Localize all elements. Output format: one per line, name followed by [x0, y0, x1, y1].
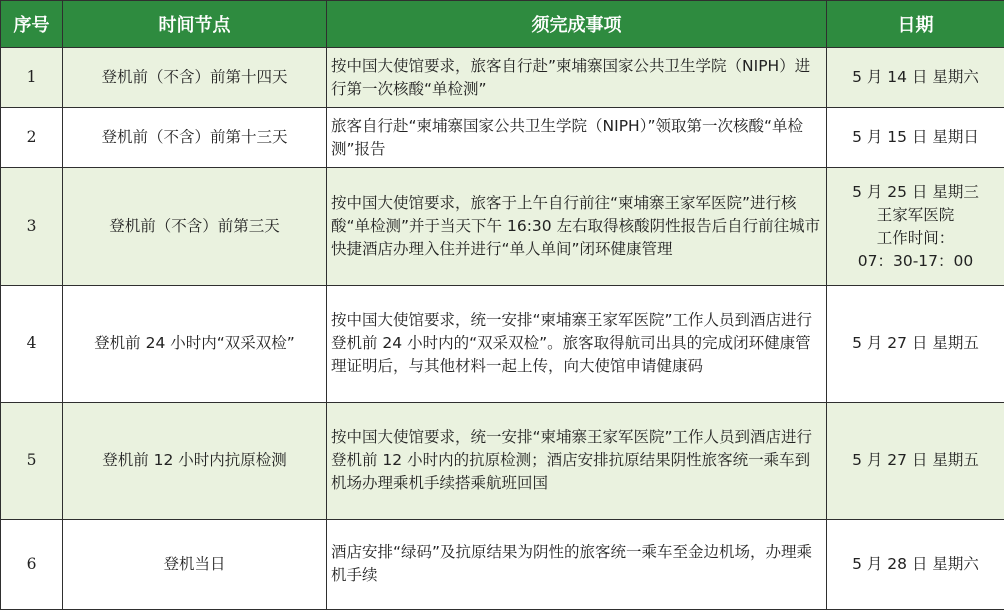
row-date	[827, 168, 1004, 286]
row-date-hospital: 王家军医院	[876, 205, 955, 224]
table-row	[1, 48, 1004, 108]
row-date	[827, 108, 1004, 168]
row-date-line: 5 月 14 日 星期六	[852, 68, 979, 87]
row-time-node: 登机前（不含）前第三天	[63, 168, 327, 286]
table-row	[1, 286, 1004, 402]
row-number: 5	[1, 402, 63, 519]
row-date-line: 5 月 15 日 星期日	[852, 128, 979, 147]
row-date-line: 5 月 27 日 星期五	[852, 334, 979, 353]
row-number: 4	[1, 286, 63, 402]
row-task: 旅客自行赴“柬埔寨国家公共卫生学院（NIPH）”领取第一次核酸“单检测”报告	[327, 108, 827, 168]
row-task: 酒店安排“绿码”及抗原结果为阴性的旅客统一乘车至金边机场，办理乘机手续	[327, 519, 827, 609]
row-time-node: 登机前 24 小时内“双采双检”	[63, 286, 327, 402]
row-date-hours-value: 07：30-17：00	[857, 251, 974, 270]
row-number: 2	[1, 108, 63, 168]
row-date	[827, 48, 1004, 108]
row-date	[827, 286, 1004, 402]
row-time-node: 登机当日	[63, 519, 327, 609]
row-number: 1	[1, 48, 63, 108]
table-body	[1, 48, 1004, 610]
table-row	[1, 402, 1004, 519]
row-task: 按中国大使馆要求，统一安排“柬埔寨王家军医院”工作人员到酒店进行登机前 24 小时内的“双采双检”。旅客取得航司出具的完成闭环健康管理证明后，与其他材料一起上传，向大使馆申请健康码	[327, 286, 827, 402]
row-number: 6	[1, 519, 63, 609]
table-row	[1, 108, 1004, 168]
header-number: 序号	[1, 1, 63, 48]
row-time-node: 登机前（不含）前第十三天	[63, 108, 327, 168]
row-task: 按中国大使馆要求，统一安排“柬埔寨王家军医院”工作人员到酒店进行登机前 12 小时内的抗原检测；酒店安排抗原结果阴性旅客统一乘车到机场办理乘机手续搭乘航班回国	[327, 402, 827, 519]
row-task: 按中国大使馆要求，旅客自行赴”柬埔寨国家公共卫生学院（NIPH）进行第一次核酸“单检测”	[327, 48, 827, 108]
row-date-hours-label: 工作时间：	[876, 228, 955, 247]
table-row	[1, 168, 1004, 286]
row-date	[827, 519, 1004, 609]
table-row	[1, 519, 1004, 609]
row-date	[827, 402, 1004, 519]
row-number: 3	[1, 168, 63, 286]
header-date: 日期	[827, 1, 1004, 48]
header-tasks: 须完成事项	[327, 1, 827, 48]
row-date-line: 5 月 28 日 星期六	[852, 554, 979, 573]
row-task: 按中国大使馆要求，旅客于上午自行前往“柬埔寨王家军医院”进行核酸“单检测”并于当天下午 16:30 左右取得核酸阴性报告后自行前往城市快捷酒店办理入住并进行“单人单间”闭环健康管理	[327, 168, 827, 286]
table-header	[1, 1, 1004, 48]
header-time-node: 时间节点	[63, 1, 327, 48]
row-time-node: 登机前 12 小时内抗原检测	[63, 402, 327, 519]
header-row	[1, 1, 1004, 48]
row-date-line: 5 月 25 日 星期三	[852, 182, 979, 201]
row-time-node: 登机前（不含）前第十四天	[63, 48, 327, 108]
row-date-line: 5 月 27 日 星期五	[852, 451, 979, 470]
